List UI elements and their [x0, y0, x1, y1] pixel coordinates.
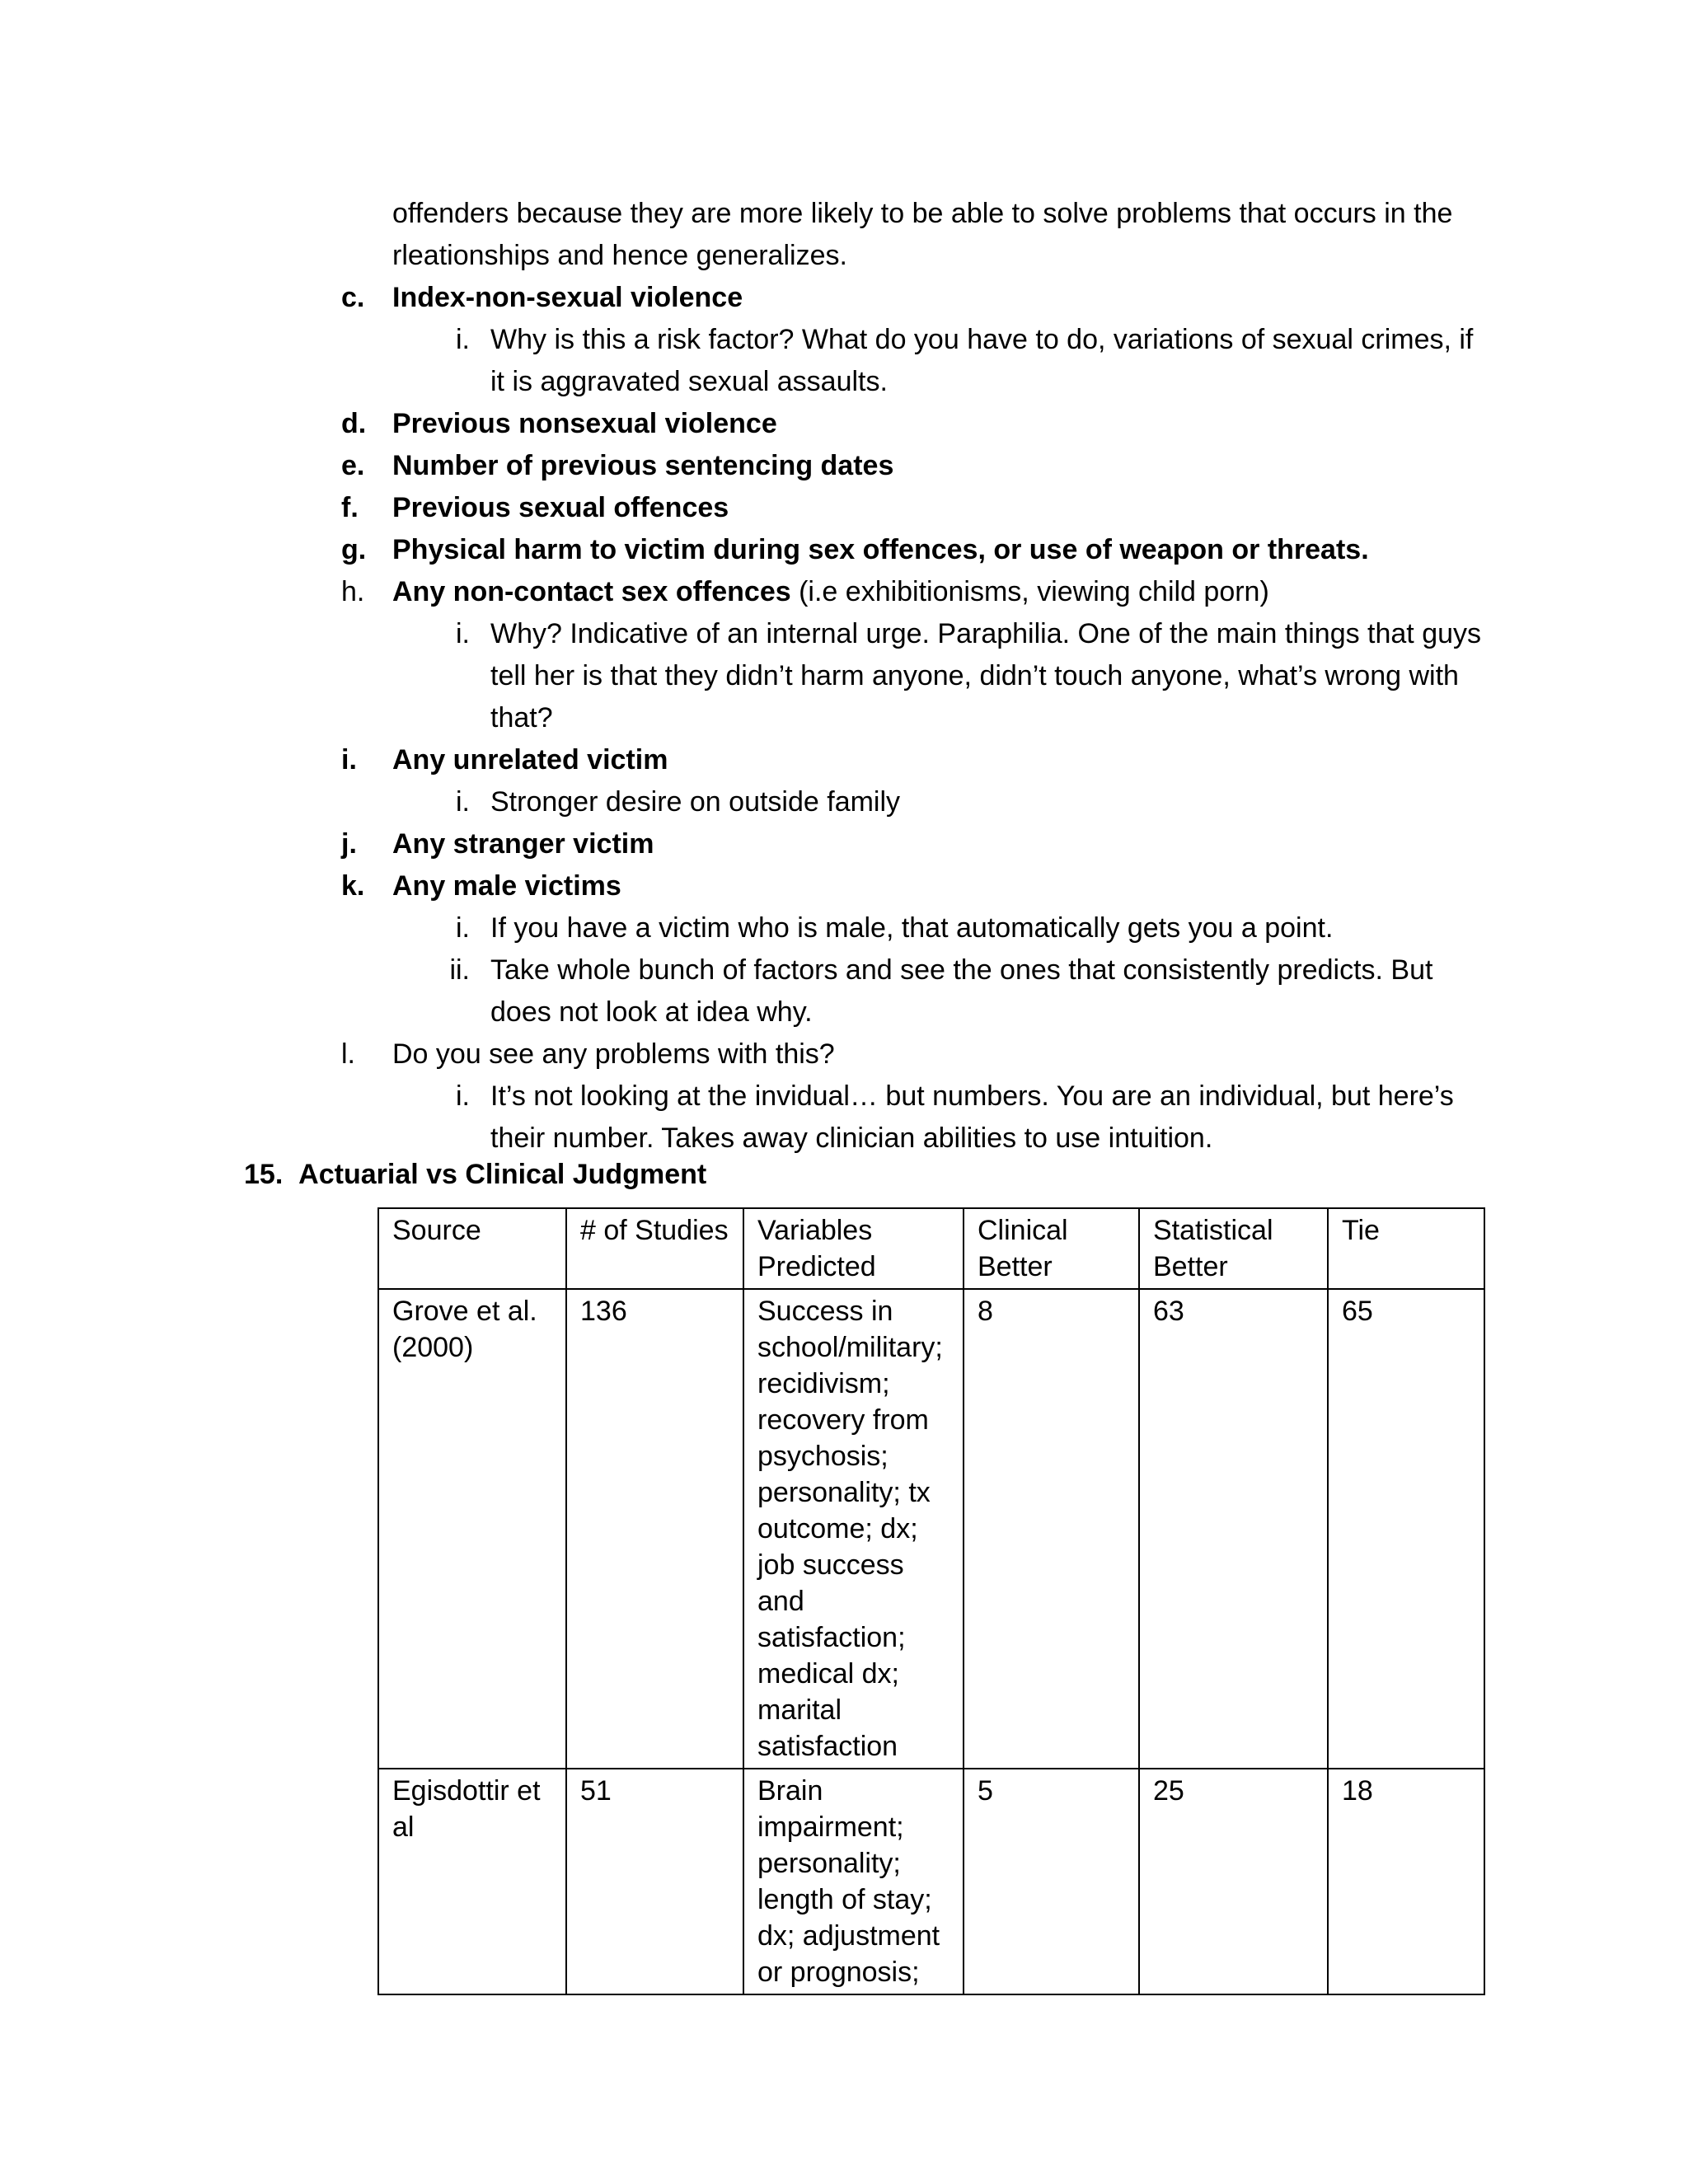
table-header-cell: Variables Predicted: [743, 1208, 964, 1289]
sub-list-text: their number. Takes away clinician abilities to use intuition.: [490, 1122, 1213, 1154]
sub-list-text: Why is this a risk factor? What do you have to do, variations of sexual crimes, if: [490, 324, 1474, 355]
list-marker: d.: [341, 408, 367, 439]
list-marker: i.: [341, 744, 357, 776]
table-cell: 51: [566, 1769, 743, 1994]
list-item-label: Number of previous sentencing dates: [392, 450, 894, 481]
list-marker: c.: [341, 282, 365, 313]
intro-line-1: offenders because they are more likely to be able to solve problems that occurs in the: [392, 198, 1453, 229]
table-cell: 8: [964, 1289, 1139, 1769]
intro-line-2: rleationships and hence generalizes.: [392, 240, 847, 271]
sub-list-text: that?: [490, 702, 553, 733]
sub-list-text: tell her is that they didn’t harm anyone, didn’t touch anyone, what’s wrong with: [490, 660, 1459, 691]
table-header-cell: Statistical Better: [1139, 1208, 1328, 1289]
comparison-table: [377, 1207, 1485, 1995]
list-item-label: Do you see any problems with this?: [392, 1038, 835, 1070]
table-cell: Grove et al. (2000): [378, 1289, 566, 1769]
table-cell: 5: [964, 1769, 1139, 1994]
sub-list-text: it is aggravated sexual assaults.: [490, 366, 888, 397]
section-title: Actuarial vs Clinical Judgment: [298, 1159, 707, 1190]
table-cell: Brain impairment; personality; length of stay; dx; adjustment or prognosis;: [743, 1769, 964, 1994]
list-item-label: Any male victims: [392, 870, 621, 902]
section-heading-15: [244, 1158, 706, 1191]
sub-list-text: does not look at idea why.: [490, 996, 813, 1028]
table-header-cell: # of Studies: [566, 1208, 743, 1289]
sub-list-marker: ii.: [449, 954, 470, 986]
table-cell: 63: [1139, 1289, 1328, 1769]
table-row: [378, 1769, 1484, 1994]
list-item-label: Physical harm to victim during sex offences, or use of weapon or threats.: [392, 534, 1369, 565]
list-item-label: Any non-contact sex offences: [392, 576, 791, 607]
sub-list-text: It’s not looking at the invidual… but numbers. You are an individual, but here’s: [490, 1080, 1454, 1112]
sub-list-marker: i.: [456, 1080, 470, 1112]
list-marker: j.: [341, 828, 357, 860]
list-marker: h.: [341, 576, 365, 607]
table-cell: Success in school/military; recidivism; recovery from psychosis; personality; tx outcome; dx; job success and satisfaction; medical dx; marital satisfaction: [743, 1289, 964, 1769]
sub-list-marker: i.: [456, 618, 470, 649]
list-marker: g.: [341, 534, 367, 565]
section-number: 15.: [244, 1159, 284, 1190]
table-cell: Egisdottir et al: [378, 1769, 566, 1994]
table-header-cell: Source: [378, 1208, 566, 1289]
table-cell: 65: [1328, 1289, 1484, 1769]
sub-list-marker: i.: [456, 324, 470, 355]
list-item-label: Previous sexual offences: [392, 492, 729, 523]
list-item-label: Any stranger victim: [392, 828, 654, 860]
table-header-row: [378, 1208, 1484, 1289]
list-item-label: Previous nonsexual violence: [392, 408, 777, 439]
sub-list-marker: i.: [456, 912, 470, 944]
table-header-cell: Tie: [1328, 1208, 1484, 1289]
table-row: [378, 1289, 1484, 1769]
list-marker: l.: [341, 1038, 355, 1070]
list-item-label: Index-non-sexual violence: [392, 282, 743, 313]
table-header-cell: Clinical Better: [964, 1208, 1139, 1289]
list-marker: f.: [341, 492, 359, 523]
list-item-label-note: (i.e exhibitionisms, viewing child porn): [790, 576, 1269, 607]
list-item-label: Any unrelated victim: [392, 744, 668, 776]
sub-list-text: Take whole bunch of factors and see the ones that consistently predicts. But: [490, 954, 1433, 986]
list-marker: e.: [341, 450, 365, 481]
sub-list-marker: i.: [456, 786, 470, 818]
list-item-label-line: [392, 575, 1269, 608]
table-cell: 136: [566, 1289, 743, 1769]
sub-list-text: If you have a victim who is male, that automatically gets you a point.: [490, 912, 1334, 944]
list-marker: k.: [341, 870, 365, 902]
table-cell: 25: [1139, 1769, 1328, 1994]
table-cell: 18: [1328, 1769, 1484, 1994]
sub-list-text: Stronger desire on outside family: [490, 786, 901, 818]
sub-list-text: Why? Indicative of an internal urge. Paraphilia. One of the main things that guys: [490, 618, 1482, 649]
